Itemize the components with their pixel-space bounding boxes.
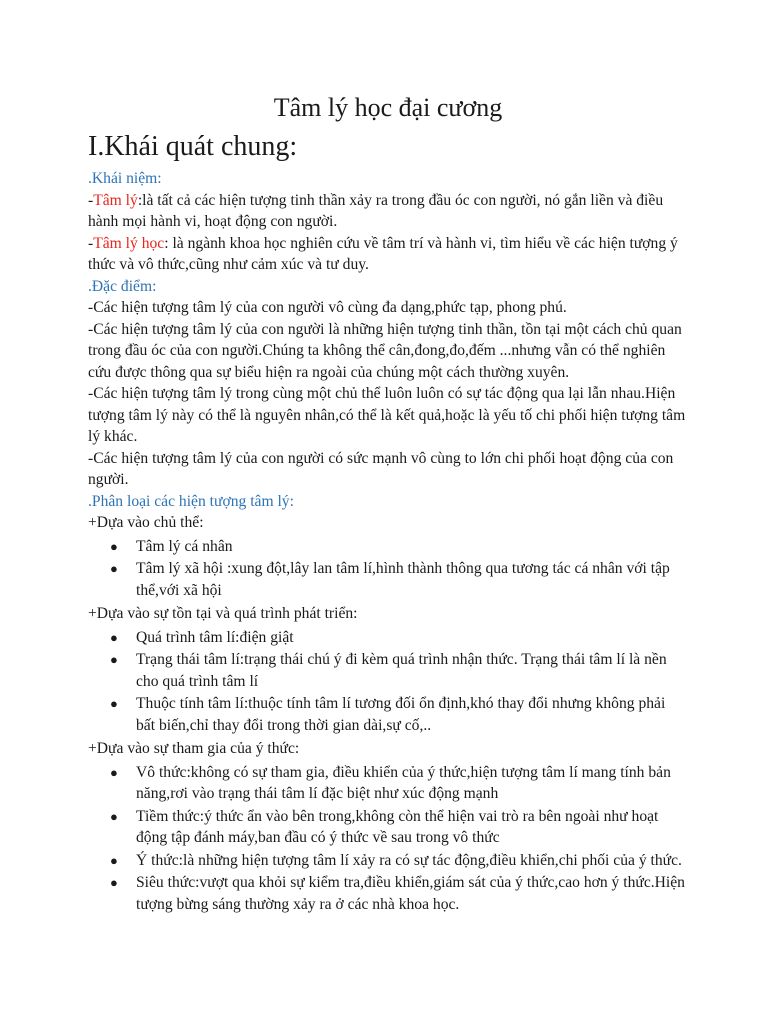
- group-label: +Dựa vào chủ thể:: [88, 514, 204, 531]
- list-item-text: Tiềm thức:ý thức ẩn vào bên trong,không còn thể hiện vai trò ra bên ngoài như hoạt động tập đánh máy,ban đầu có ý thức về sau trong vô thức: [136, 807, 659, 846]
- list-item: [110, 627, 688, 649]
- definition-text: : là ngành khoa học nghiên cứu về tâm trí và hành vi, tìm hiểu về các hiện tượng ý thức và vô thức,cũng như cảm xúc và tư duy.: [88, 234, 678, 273]
- definition-tam-ly-hoc: -Tâm lý học: là ngành khoa học nghiên cứu về tâm trí và hành vi, tìm hiểu về các hiện tượng ý thức và vô thức,cũng như cảm xúc và tư duy.: [88, 234, 678, 273]
- list-item: [110, 872, 688, 915]
- list-item: [110, 558, 688, 601]
- bullet-icon: ●: [110, 875, 118, 890]
- bullet-icon: ●: [110, 538, 118, 554]
- bullet-list: [88, 536, 688, 602]
- bullet-icon: ●: [110, 652, 118, 667]
- group-label: +Dựa vào sự tồn tại và quá trình phát triển:: [88, 605, 358, 622]
- list-item-text: Thuộc tính tâm lí:thuộc tính tâm lí tương đối ổn định,khó thay đổi nhưng không phải bất biến,chỉ thay đổi trong thời gian dài,sự cố,..: [136, 695, 666, 734]
- bullet-icon: ●: [110, 764, 118, 780]
- group-label: +Dựa vào sự tham gia của ý thức:: [88, 740, 300, 757]
- phan-loai-heading: .Phân loại các hiện tượng tâm lý:: [88, 492, 294, 510]
- term-tam-ly-hoc: Tâm lý học: [93, 234, 165, 252]
- list-item: [110, 762, 688, 805]
- list-item-text: Ý thức:là những hiện tượng tâm lí xảy ra có sự tác động,điều khiển,chi phối của ý thức.: [136, 851, 682, 869]
- list-item-text: Tâm lý cá nhân: [136, 537, 233, 555]
- list-item: [110, 850, 688, 872]
- document-title: Tâm lý học đại cương: [273, 93, 503, 122]
- list-item: [110, 693, 688, 736]
- characteristic-paragraph: -Các hiện tượng tâm lý của con người là những hiện tượng tinh thần, tồn tại một cách chủ quan trong đầu óc của con người.Chúng ta không thể cân,đong,đo,đếm ...nhưng vẫn có thể nghiên cứu được thông qua sự biểu hiện ra ngoài của chúng một cách thường xuyên.: [88, 320, 682, 381]
- bullet-icon: ●: [110, 852, 118, 868]
- term-tam-ly: Tâm lý: [93, 191, 138, 209]
- dac-diem-heading: .Đặc điểm:: [88, 277, 157, 295]
- khai-niem-heading: .Khái niệm:: [88, 170, 162, 187]
- definition-tam-ly: -Tâm lý:là tất cả các hiện tượng tinh thần xảy ra trong đầu óc con người, nó gắn liền và điều hành mọi hành vi, hoạt động con người.: [88, 191, 664, 230]
- list-item: [110, 806, 688, 849]
- list-item: [110, 649, 688, 692]
- bullet-list: [88, 762, 688, 916]
- definition-text: :là tất cả các hiện tượng tinh thần xảy ra trong đầu óc con người, nó gắn liền và điều hành mọi hành vi, hoạt động con người.: [88, 191, 664, 230]
- characteristic-paragraph: -Các hiện tượng tâm lý của con người vô cùng đa dạng,phức tạp, phong phú.: [88, 299, 567, 316]
- characteristic-paragraph: -Các hiện tượng tâm lý trong cùng một chủ thể luôn luôn có sự tác động qua lại lẫn nhau.Hiện tượng tâm lý này có thể là nguyên nhân,có thể là kết quả,hoặc là yếu tố chi phối hiện tượng tâm lý khác.: [88, 385, 686, 445]
- bullet-icon: ●: [110, 561, 118, 576]
- bullet-list: [88, 627, 688, 737]
- bullet-icon: ●: [110, 629, 118, 645]
- list-item-text: Siêu thức:vượt qua khỏi sự kiểm tra,điều khiển,giám sát của ý thức,cao hơn ý thức.Hiện tượng bừng sáng thường xảy ra ở các nhà khoa học.: [136, 874, 685, 913]
- document-page: [88, 92, 688, 917]
- list-item-text: Vô thức:không có sự tham gia, điều khiển của ý thức,hiện tượng tâm lí mang tính bản năng,rơi vào trạng thái tâm lí đặc biệt như xúc động mạnh: [136, 763, 671, 802]
- characteristic-paragraph: -Các hiện tượng tâm lý của con người có sức mạnh vô cùng to lớn chi phối hoạt động của con người.: [88, 449, 674, 488]
- section-heading: I.Khái quát chung:: [88, 131, 298, 162]
- list-item: [110, 536, 688, 558]
- bullet-icon: ●: [110, 808, 118, 824]
- list-item-text: Trạng thái tâm lí:trạng thái chú ý đi kèm quá trình nhận thức. Trạng thái tâm lí là nền cho quá trình tâm lí: [136, 651, 667, 690]
- bullet-icon: ●: [110, 696, 118, 711]
- list-item-text: Quá trình tâm lí:điện giật: [136, 628, 294, 646]
- list-item-text: Tâm lý xã hội :xung đột,lây lan tâm lí,hình thành thông qua tương tác cá nhân với tập thể,với xã hội: [136, 560, 670, 599]
